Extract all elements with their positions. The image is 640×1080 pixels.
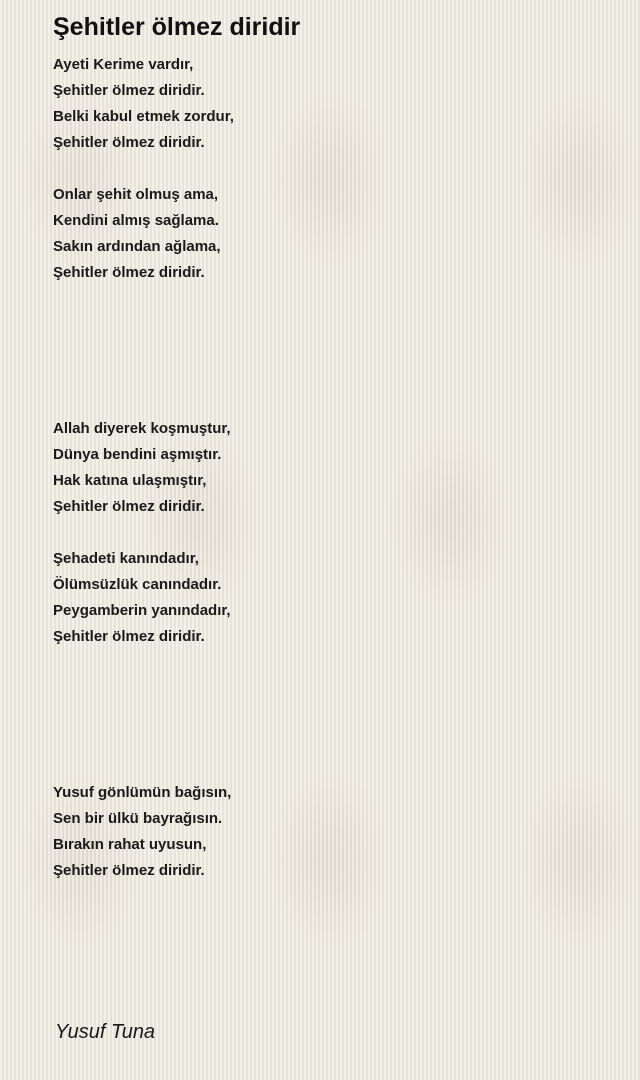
- poem-line: Allah diyerek koşmuştur,: [53, 420, 231, 437]
- stanza: [53, 546, 613, 650]
- poem-line: Şehitler ölmez diridir.: [53, 134, 205, 151]
- poem-line: Ayeti Kerime vardır,: [53, 56, 194, 73]
- poem-line: Şehitler ölmez diridir.: [53, 82, 205, 99]
- poem-line: Sakın ardından ağlama,: [53, 238, 221, 255]
- poem-line: Şehitler ölmez diridir.: [53, 862, 205, 879]
- poem-line: Yusuf gönlümün bağısın,: [53, 784, 232, 801]
- poem-line: Ölümsüzlük canındadır.: [53, 576, 222, 593]
- poem-line: Şehitler ölmez diridir.: [53, 628, 205, 645]
- poem-line: Dünya bendini aşmıştır.: [53, 446, 222, 463]
- poem-line: Hak katına ulaşmıştır,: [53, 472, 207, 489]
- stanza-gap: [53, 156, 613, 182]
- stanza: [53, 416, 613, 520]
- author-signature: Yusuf Tuna: [55, 1021, 156, 1043]
- stanza: [53, 52, 613, 156]
- poem-line: Onlar şehit olmuş ama,: [53, 186, 219, 203]
- poem-line: Şehitler ölmez diridir.: [53, 498, 205, 515]
- poem-line: Sen bir ülkü bayrağısın.: [53, 810, 223, 827]
- poem-line: Peygamberin yanındadır,: [53, 602, 231, 619]
- stanza-gap: [53, 286, 613, 416]
- stanza-gap: [53, 520, 613, 546]
- poem-title: Şehitler ölmez diridir: [53, 13, 301, 41]
- poem-line: Belki kabul etmek zordur,: [53, 108, 234, 125]
- poem-line: Bırakın rahat uyusun,: [53, 836, 207, 853]
- poem-line: Kendini almış sağlama.: [53, 212, 219, 229]
- stanza: [53, 780, 613, 884]
- poem-line: Şehadeti kanındadır,: [53, 550, 199, 567]
- stanza-gap: [53, 650, 613, 780]
- stanza: [53, 182, 613, 286]
- poem-line: Şehitler ölmez diridir.: [53, 264, 205, 281]
- poem-body: [53, 52, 613, 884]
